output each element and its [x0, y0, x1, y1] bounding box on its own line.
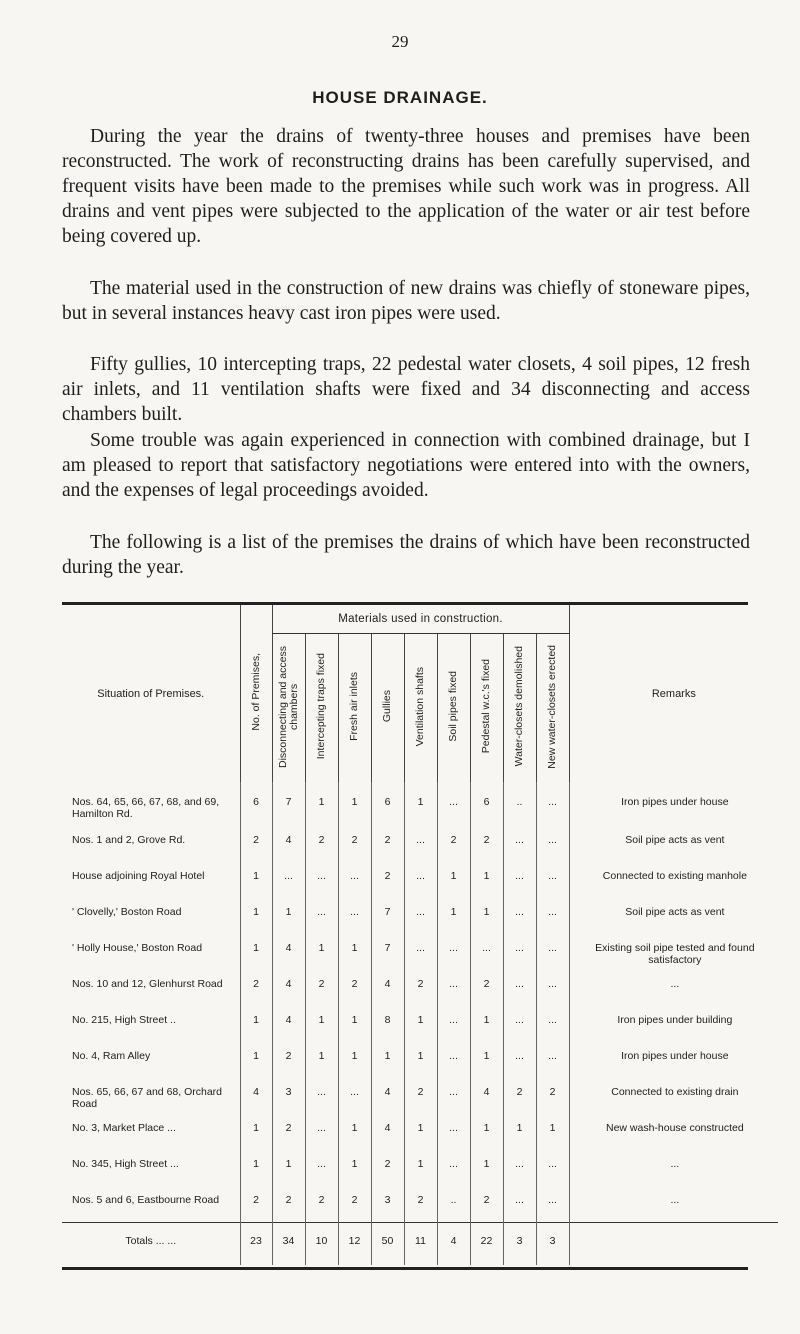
row-remarks: ...	[569, 970, 778, 1006]
row-value: 2	[272, 1114, 305, 1150]
row-count: 1	[240, 934, 272, 970]
paragraph-2: The material used in the construction of new drains was chiefly of stoneware pipes, but in several instances heavy cast iron pipes were used.	[62, 278, 750, 324]
row-value: 2	[470, 1186, 503, 1223]
row-count: 1	[240, 1114, 272, 1150]
row-value: ...	[437, 1078, 470, 1114]
row-value: 4	[272, 970, 305, 1006]
drainage-table-container	[62, 602, 755, 1270]
row-situation: ' Clovelly,' Boston Road	[72, 906, 182, 918]
header-materials-group: Materials used in construction.	[272, 605, 569, 634]
row-value: ...	[404, 862, 437, 898]
row-value: 1	[338, 782, 371, 826]
header-gullies: Gullies	[371, 634, 404, 783]
totals-value: 12	[338, 1223, 371, 1266]
row-value: 2	[338, 970, 371, 1006]
row-value: 2	[404, 1078, 437, 1114]
row-value: 7	[371, 898, 404, 934]
row-value: ..	[503, 782, 536, 826]
header-new-wc-erected: New water-closets erected	[536, 634, 569, 783]
row-count: 2	[240, 826, 272, 862]
row-value: ...	[503, 970, 536, 1006]
row-value: ...	[503, 1150, 536, 1186]
table-row	[62, 898, 778, 934]
drainage-table	[62, 605, 778, 1265]
row-value: 6	[371, 782, 404, 826]
row-value: 2	[272, 1186, 305, 1223]
row-value: 1	[404, 1006, 437, 1042]
row-count: 2	[240, 1186, 272, 1223]
row-situation: No. 215, High Street ..	[72, 1014, 176, 1026]
row-value: 1	[305, 934, 338, 970]
row-value: 1	[404, 1042, 437, 1078]
row-value: 1	[338, 934, 371, 970]
row-value: 2	[470, 826, 503, 862]
row-value: ...	[305, 1114, 338, 1150]
row-value: ...	[503, 1042, 536, 1078]
row-value: 2	[305, 826, 338, 862]
row-value: 1	[437, 898, 470, 934]
row-value: ...	[437, 1150, 470, 1186]
row-situation: House adjoining Royal Hotel	[72, 870, 205, 882]
row-value: ...	[536, 1006, 569, 1042]
row-situation: No. 345, High Street ...	[72, 1158, 179, 1170]
row-value: 7	[371, 934, 404, 970]
header-disconnecting-chambers: Disconnecting and access chambers	[272, 634, 305, 783]
header-wc-demolished: Water-closets demolished	[503, 634, 536, 783]
row-value: 2	[404, 970, 437, 1006]
row-value: 2	[305, 970, 338, 1006]
totals-value: 50	[371, 1223, 404, 1266]
row-value: 1	[404, 1150, 437, 1186]
row-value: 1	[338, 1006, 371, 1042]
row-value: 4	[371, 1114, 404, 1150]
row-value: ...	[536, 862, 569, 898]
row-value: ...	[437, 782, 470, 826]
row-value: ...	[503, 1006, 536, 1042]
table-bottom-rule	[62, 1267, 748, 1270]
totals-remarks-blank	[569, 1223, 778, 1266]
totals-value: 4	[437, 1223, 470, 1266]
row-value: ...	[536, 826, 569, 862]
table-row	[62, 1042, 778, 1078]
row-count: 4	[240, 1078, 272, 1114]
row-remarks: Existing soil pipe tested and found satisfactory	[569, 934, 778, 970]
row-value: 2	[371, 1150, 404, 1186]
row-value: ...	[536, 1042, 569, 1078]
row-value: ...	[536, 1186, 569, 1223]
table-row	[62, 862, 778, 898]
paragraph-4: Some trouble was again experienced in connection with combined drainage, but I am pleased to report that satisfactory negotiations were entered into with the owners, and the expenses of legal proceedings avoided.	[62, 430, 750, 501]
table-row	[62, 826, 778, 862]
table-row	[62, 1114, 778, 1150]
row-value: 4	[272, 826, 305, 862]
row-value: 7	[272, 782, 305, 826]
row-value: 2	[536, 1078, 569, 1114]
row-remarks: Iron pipes under house	[569, 782, 778, 826]
row-remarks: Connected to existing manhole	[569, 862, 778, 898]
row-value: ...	[305, 898, 338, 934]
row-value: 1	[404, 1114, 437, 1150]
row-situation: Nos. 10 and 12, Glenhurst Road	[72, 978, 223, 990]
row-remarks: Soil pipe acts as vent	[569, 826, 778, 862]
row-value: ...	[437, 934, 470, 970]
row-count: 1	[240, 862, 272, 898]
row-value: ...	[503, 826, 536, 862]
row-value: 4	[371, 1078, 404, 1114]
header-pedestal-wcs: Pedestal w.c.'s fixed	[470, 634, 503, 783]
row-value: 2	[470, 970, 503, 1006]
totals-row	[62, 1223, 778, 1266]
section-heading: HOUSE DRAINAGE.	[312, 88, 488, 107]
row-value: 1	[272, 898, 305, 934]
row-value: 4	[272, 1006, 305, 1042]
totals-value: 22	[470, 1223, 503, 1266]
table-row	[62, 970, 778, 1006]
row-situation: Nos. 1 and 2, Grove Rd.	[72, 834, 186, 846]
row-count: 2	[240, 970, 272, 1006]
row-value: 1	[470, 1114, 503, 1150]
row-value: 1	[470, 898, 503, 934]
paragraph-5: The following is a list of the premises the drains of which have been reconstructed during the year.	[62, 532, 750, 578]
row-value: ...	[536, 898, 569, 934]
row-value: ...	[503, 898, 536, 934]
row-count: 6	[240, 782, 272, 826]
paragraph-1: During the year the drains of twenty-three houses and premises have been reconstructed. The work of reconstructing drains has been carefully supervised, and frequent visits have been made to the premises while such work was in progress. All drains and vent pipes were subjected to the application of the water or air test before being covered up.	[62, 126, 750, 247]
row-value: ...	[503, 862, 536, 898]
row-value: 3	[272, 1078, 305, 1114]
header-soil-pipes: Soil pipes fixed	[437, 634, 470, 783]
row-value: ...	[404, 898, 437, 934]
row-value: 1	[536, 1114, 569, 1150]
row-value: 4	[470, 1078, 503, 1114]
row-value: ...	[437, 1114, 470, 1150]
row-value: ...	[305, 862, 338, 898]
table-row	[62, 934, 778, 970]
row-situation: Nos. 64, 65, 66, 67, 68, and 69, Hamilton Rd.	[72, 796, 220, 820]
row-value: 1	[338, 1150, 371, 1186]
row-value: 2	[371, 862, 404, 898]
row-situation: No. 4, Ram Alley	[72, 1050, 151, 1062]
page-number: 29	[391, 32, 409, 51]
row-value: ...	[437, 1006, 470, 1042]
row-value: 8	[371, 1006, 404, 1042]
row-situation: Nos. 65, 66, 67 and 68, Orchard Road	[72, 1086, 223, 1110]
row-count: 1	[240, 1150, 272, 1186]
row-remarks: New wash-house constructed	[569, 1114, 778, 1150]
row-value: ...	[470, 934, 503, 970]
row-value: ...	[536, 1150, 569, 1186]
row-count: 1	[240, 898, 272, 934]
table-row	[62, 1150, 778, 1186]
table-row	[62, 782, 778, 826]
row-situation: Nos. 5 and 6, Eastbourne Road	[72, 1194, 220, 1206]
row-value: 2	[272, 1042, 305, 1078]
row-value: 4	[371, 970, 404, 1006]
row-value: 1	[404, 782, 437, 826]
row-value: 2	[338, 826, 371, 862]
row-value: 1	[470, 1150, 503, 1186]
row-value: 2	[338, 1186, 371, 1223]
paragraph-3: Fifty gullies, 10 intercepting traps, 22 pedestal water closets, 4 soil pipes, 12 fresh air inlets, and 11 ventilation shafts were fixed and 34 disconnecting and access chambers built.	[62, 354, 750, 425]
row-remarks: ...	[569, 1150, 778, 1186]
row-value: ...	[338, 1078, 371, 1114]
row-value: 2	[404, 1186, 437, 1223]
header-situation: Situation of Premises.	[97, 687, 205, 700]
header-intercepting-traps: Intercepting traps fixed	[305, 634, 338, 783]
row-value: 1	[470, 1042, 503, 1078]
row-value: 1	[272, 1150, 305, 1186]
row-value: ...	[536, 934, 569, 970]
row-value: 1	[470, 862, 503, 898]
row-value: 2	[503, 1078, 536, 1114]
header-fresh-air-inlets: Fresh air inlets	[338, 634, 371, 783]
row-value: 1	[305, 1042, 338, 1078]
row-value: 1	[503, 1114, 536, 1150]
row-remarks: Soil pipe acts as vent	[569, 898, 778, 934]
row-value: 1	[470, 1006, 503, 1042]
row-value: 4	[272, 934, 305, 970]
row-value: ...	[338, 862, 371, 898]
row-value: 2	[371, 826, 404, 862]
totals-count: 23	[240, 1223, 272, 1266]
table-row	[62, 1186, 778, 1223]
row-value: 1	[371, 1042, 404, 1078]
header-ventilation-shafts: Ventilation shafts	[404, 634, 437, 783]
totals-value: 3	[503, 1223, 536, 1266]
row-value: ...	[272, 862, 305, 898]
row-value: ...	[437, 970, 470, 1006]
row-value: ...	[536, 782, 569, 826]
row-situation: No. 3, Market Place ...	[72, 1122, 176, 1134]
totals-label: Totals ... ...	[62, 1223, 240, 1266]
row-value: ...	[437, 1042, 470, 1078]
row-value: ..	[437, 1186, 470, 1223]
row-value: ...	[338, 898, 371, 934]
row-value: 1	[338, 1042, 371, 1078]
totals-value: 3	[536, 1223, 569, 1266]
row-value: ...	[503, 1186, 536, 1223]
totals-value: 11	[404, 1223, 437, 1266]
row-remarks: ...	[569, 1186, 778, 1223]
row-remarks: Iron pipes under building	[569, 1006, 778, 1042]
row-value: 1	[305, 1006, 338, 1042]
row-value: 2	[305, 1186, 338, 1223]
table-row	[62, 1078, 778, 1114]
row-count: 1	[240, 1042, 272, 1078]
row-remarks: Iron pipes under house	[569, 1042, 778, 1078]
totals-value: 10	[305, 1223, 338, 1266]
row-value: ...	[503, 934, 536, 970]
totals-value: 34	[272, 1223, 305, 1266]
row-value: 1	[305, 782, 338, 826]
row-value: 3	[371, 1186, 404, 1223]
row-value: 2	[437, 826, 470, 862]
row-value: 1	[437, 862, 470, 898]
header-no-of-premises: No. of Premises,	[240, 605, 272, 782]
table-row	[62, 1006, 778, 1042]
row-value: 1	[338, 1114, 371, 1150]
row-value: ...	[404, 826, 437, 862]
row-remarks: Connected to existing drain	[569, 1078, 778, 1114]
row-situation: ' Holly House,' Boston Road	[72, 942, 203, 954]
row-value: ...	[305, 1150, 338, 1186]
row-value: ...	[404, 934, 437, 970]
row-value: ...	[536, 970, 569, 1006]
table-body	[62, 782, 778, 1265]
row-count: 1	[240, 1006, 272, 1042]
header-remarks: Remarks	[569, 605, 778, 782]
row-value: 6	[470, 782, 503, 826]
row-value: ...	[305, 1078, 338, 1114]
